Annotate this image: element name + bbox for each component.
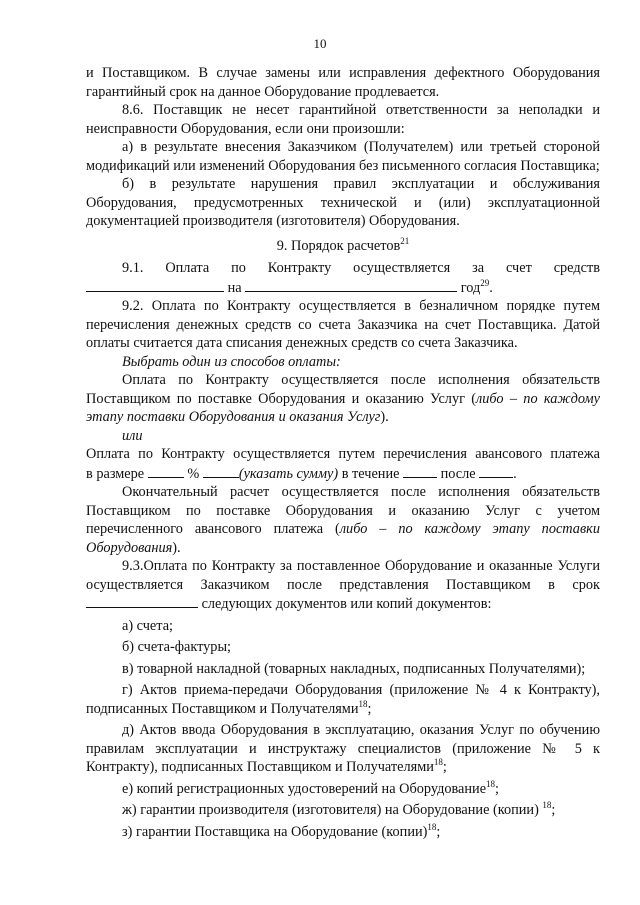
- blank-field: [148, 464, 184, 478]
- option-text: после: [440, 465, 476, 482]
- clause-8-6: 8.6. Поставщик не несет гарантийной ответственности за неполадки и неисправности Оборудования, если они произошли:: [86, 102, 600, 137]
- clause-8-6-b: б) в результате нарушения правил эксплуатации и обслуживания Оборудования, предусмотренных технической и (или) эксплуатационной документацией производителя (изготовителя) Оборудования.: [86, 176, 600, 229]
- section-heading: [86, 237, 600, 256]
- payment-option-2-line2: в размере % (указать сумму) в течение после .: [86, 465, 517, 482]
- punct: ;: [367, 700, 372, 717]
- final-text: ).: [172, 539, 181, 556]
- option-text: в размере: [86, 465, 145, 482]
- clause-9-1-word: по: [231, 260, 246, 276]
- footnote-ref: 18: [486, 778, 496, 789]
- blank-field: [203, 464, 239, 478]
- doc-item-a: а) счета;: [122, 617, 174, 634]
- punct: ;: [495, 780, 500, 797]
- or-separator: или: [122, 427, 143, 444]
- item-text: з) гарантии Поставщика на Оборудование (копии): [122, 823, 428, 840]
- doc-item-v: в) товарной накладной (товарных накладных, подписанных Получателями);: [122, 660, 586, 677]
- blank-field: [86, 594, 198, 608]
- clause-9-1-word: Контракту: [267, 260, 332, 276]
- blank-field: [86, 278, 224, 292]
- section-heading-text: 9. Порядок расчетов: [276, 237, 401, 254]
- paragraph-line: гарантийный срок на данное Оборудование продлевается.: [86, 83, 440, 100]
- doc-item-z: [86, 823, 600, 842]
- doc-item-d: [86, 721, 600, 777]
- item-text: е) копий регистрационных удостоверений на Оборудование: [122, 780, 487, 797]
- item-text: г) Актов приема-передачи Оборудования (приложение № 4 к Контракту), подписанных Поставщиком и Получателями: [86, 682, 600, 717]
- doc-item-zh: [86, 801, 600, 820]
- word-god: год: [460, 279, 481, 296]
- clause-9-1: [86, 259, 600, 278]
- final-italic: либо – по каждому этапу поставки Оборудования: [86, 521, 601, 556]
- clause-9-1-line2: на год$^{29}$.: [86, 278, 600, 298]
- percent-sign: %: [187, 465, 200, 482]
- option-italic: (указать сумму): [238, 465, 339, 482]
- blank-field: [479, 464, 513, 478]
- footnote-ref: 29: [480, 277, 490, 288]
- item-text: ж) гарантии производителя (изготовителя) на Оборудование (копии): [122, 802, 539, 818]
- clause-9-3: [86, 557, 600, 614]
- option-text: Оплата по Контракту осуществляется после исполнения обязательств Поставщиком по поставке Оборудования и оказанию Услуг (: [86, 372, 600, 407]
- footnote-ref: 18: [433, 757, 443, 768]
- item-text: д) Актов ввода Оборудования в эксплуатацию, оказания Услуг по обучению правилам эксплуатации и инструктажу специалистов (приложение № 5 к Контракту), подписанных Поставщиком и Получателями: [86, 722, 600, 775]
- document-body: [86, 64, 600, 841]
- doc-item-b: б) счета-фактуры;: [122, 639, 232, 655]
- option-text: в течение: [341, 465, 400, 482]
- clause-9-2: 9.2. Оплата по Контракту осуществляется в безналичном порядке путем перечисления денежных средств со счета Заказчика на счет Поставщика. Датой оплаты считается дата списания денежных средств со счета Заказчика.: [86, 298, 600, 351]
- clause-text: следующих документов или копий документов:: [201, 596, 492, 612]
- clause-text: 9.3.Оплата по Контракту за поставленное Оборудование и оказанные Услуги осуществляется Заказчиком после представления Поставщиком в срок: [86, 558, 600, 593]
- footnote-ref: 21: [400, 235, 410, 246]
- footnote-ref: 18: [358, 698, 368, 709]
- punct: ;: [436, 823, 441, 840]
- footnote-ref: 18: [427, 821, 437, 832]
- clause-9-1-word: средств: [553, 260, 600, 276]
- clause-9-1-word: счет: [505, 260, 532, 276]
- payment-option-1: [86, 371, 600, 427]
- footnote-ref: 18: [542, 800, 552, 811]
- clause-9-1-word: за: [472, 260, 485, 276]
- clause-8-6-a: а) в результате внесения Заказчиком (Получателем) или третьей стороной модификаций или изменений Оборудования без письменного согласия Поставщика;: [86, 139, 600, 174]
- clause-9-1-word: осуществляется: [353, 260, 451, 276]
- punct: ;: [442, 759, 447, 775]
- choose-note: Выбрать один из способов оплаты:: [122, 353, 341, 370]
- final-payment: [86, 483, 600, 557]
- payment-option-2: Оплата по Контракту осуществляется путем перечисления авансового платежа: [86, 446, 600, 462]
- page-number: 10: [313, 36, 327, 51]
- option-text: ).: [380, 409, 389, 425]
- paragraph-line: и Поставщиком. В случае замены или исправления дефектного Оборудования: [86, 65, 600, 81]
- final-text: Окончательный расчет осуществляется после исполнения обязательств Поставщиком по поставке Оборудования и оказанию Услуг с учетом перечисленного авансового платежа (: [86, 484, 600, 537]
- blank-field: [403, 464, 437, 478]
- clause-9-1-word: Оплата: [165, 260, 210, 276]
- clause-9-1-word: 9.1.: [122, 260, 144, 276]
- word-na: на: [227, 279, 242, 296]
- doc-item-g: [86, 681, 600, 718]
- option-italic: либо – по каждому этапу поставки Оборудования и оказания Услуг: [86, 390, 600, 425]
- doc-item-e: [86, 780, 600, 799]
- punct: ;: [551, 802, 556, 818]
- blank-field: [245, 278, 457, 292]
